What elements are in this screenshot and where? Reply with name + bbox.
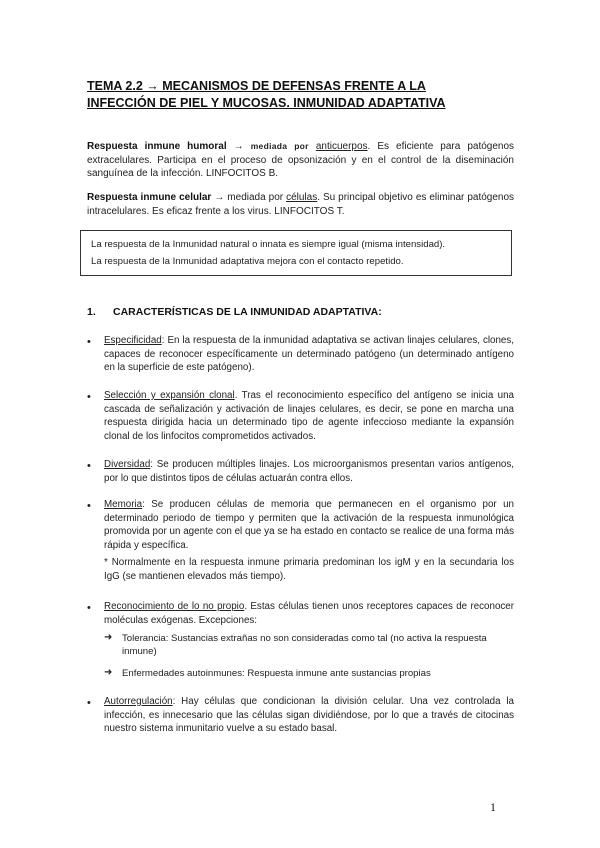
humoral-paragraph (87, 140, 514, 181)
bullet-icon: • (87, 602, 91, 614)
note-box (80, 230, 512, 276)
page-title (87, 78, 517, 112)
item-term: Autorregulación (104, 696, 173, 707)
humoral-text: . Es eficiente para patógenos extracelulares. Participa en el proceso de opsonización y en el control de la diseminación sanguínea de la infección. LINFOCITOS B. (87, 141, 515, 179)
list-item-especificidad (104, 334, 514, 375)
item-term: Memoria (104, 499, 143, 510)
item-term: Especificidad (104, 335, 162, 346)
item-text: . Estas células tienen unos receptores capaces de reconocer moléculas exógenas. Excepciones: (104, 601, 515, 626)
memoria-note: * Normalmente en la respuesta inmune primaria predominan los igM y en la secundaria los IgG (se mantienen elevados más tiempo). (104, 557, 514, 582)
humoral-arrow: → (233, 141, 244, 152)
list-item-seleccion (104, 389, 514, 443)
section-heading (87, 306, 382, 318)
list-item-diversidad (104, 458, 514, 485)
item-term: Reconocimiento de lo no propio (104, 601, 245, 612)
list-item-reconocimiento (104, 600, 514, 627)
list-item-memoria (104, 498, 514, 552)
bullet-icon: • (87, 500, 91, 512)
section-number: 1. (87, 306, 96, 318)
section-title: CARACTERÍSTICAS DE LA INMUNIDAD ADAPTATIVA: (113, 306, 382, 318)
item-text: . Tras el reconocimiento específico del antígeno se inicia una cascada de señalización y activación de linajes celulares, es decir, se pone en marcha una respuesta dirigida hacia un determinado tipo de agente infeccioso mediante la expansión clonal de los linfocitos comprometidos activados. (104, 390, 514, 442)
arrow-icon: ➜ (104, 632, 113, 643)
item-text: : En la respuesta de la inmunidad adaptativa se activan linajes celulares, clones, capaces de reconocer específicamente un determinado patógeno (un determinado antígeno en la superficie de este patógeno). (104, 335, 514, 373)
arrow-icon: ➜ (104, 667, 113, 678)
celular-mediated: mediada por (227, 192, 284, 203)
page-number: 1 (490, 800, 496, 814)
humoral-agent: anticuerpos (315, 141, 368, 152)
bullet-icon: • (87, 697, 91, 709)
humoral-mediated: mediada por (250, 141, 309, 151)
sub-item-tolerancia: Tolerancia: Sustancias extrañas no son consideradas como tal (no activa la respuesta inmune) (122, 633, 487, 657)
item-text: : Hay células que condicionan la división celular. Una vez controlada la infección, es innecesario que las células sigan dividiéndose, por lo que a través de citocinas nuestro sistema inmunitario vuelve a su estado basal. (104, 696, 514, 734)
bullet-icon: • (87, 460, 91, 472)
list-item-autorregulacion (104, 695, 514, 736)
title-line-2: INFECCIÓN DE PIEL Y MUCOSAS. INMUNIDAD ADAPTATIVA (87, 96, 446, 110)
item-text: : Se producen múltiples linajes. Los microorganismos presentan varios antígenos, por lo que distintos tipos de células actuarán contra ellos. (104, 459, 514, 484)
item-term: Diversidad (104, 459, 151, 470)
sub-item-autoinmunes: Enfermedades autoinmunes: Respuesta inmune ante sustancias propias (122, 668, 431, 679)
celular-paragraph (87, 191, 514, 218)
note-box-line-2: La respuesta de la Inmunidad adaptativa mejora con el contacto repetido. (91, 256, 404, 267)
item-term: Selección y expansión clonal (104, 390, 235, 401)
celular-agent: células (286, 192, 318, 203)
celular-label: Respuesta inmune celular (87, 192, 212, 203)
note-box-line-1: La respuesta de la Inmunidad natural o innata es siempre igual (misma intensidad). (91, 239, 446, 250)
humoral-label: Respuesta inmune humoral (87, 141, 227, 152)
celular-arrow: → (214, 192, 225, 203)
celular-text: . Su principal objetivo es eliminar patógenos intracelulares. Es eficaz frente a los virus. LINFOCITOS T. (87, 192, 515, 217)
bullet-icon: • (87, 391, 91, 403)
bullet-icon: • (87, 336, 91, 348)
item-text: : Se producen células de memoria que permanecen en el organismo por un determinado periodo de tiempo y permiten que la activación de la respuesta inmunológica promovida por un agente con el que ya se ha estado en contacto se realice de una forma más rápida y específica. (104, 499, 514, 551)
title-line-1: TEMA 2.2 → MECANISMOS DE DEFENSAS FRENTE A LA (87, 79, 426, 93)
